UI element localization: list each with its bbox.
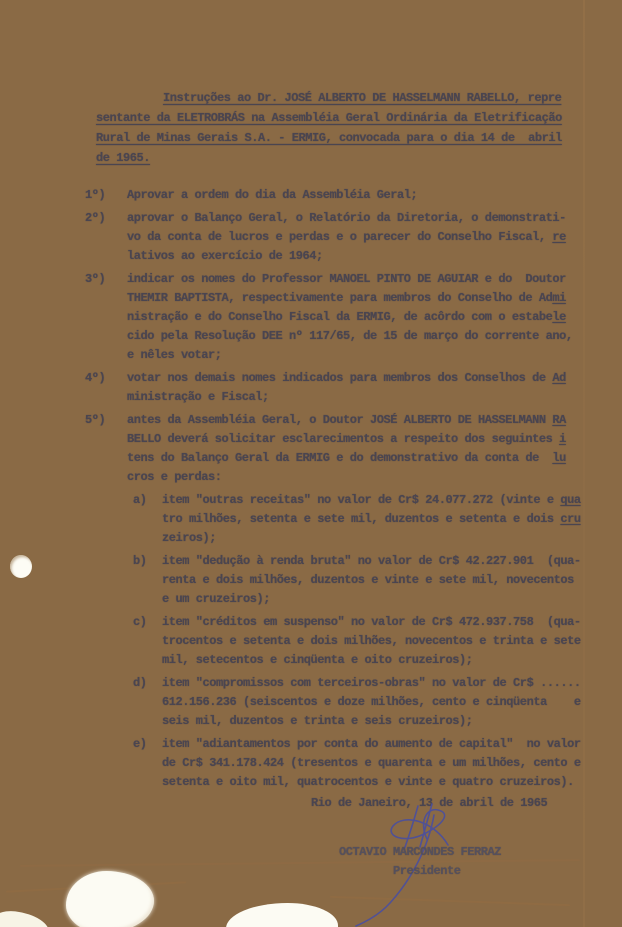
item-text [127,209,566,266]
underlined-fragment: mi [552,291,566,305]
text-fragment: THEMIR BAPTISTA, respectivamente para membros do Conselho de Ad [127,291,553,305]
text-line [162,632,581,651]
text-line [162,590,581,609]
text-line [127,289,573,308]
text-line [162,613,581,632]
subitem-text [162,735,581,792]
text-fragment: item "outras receitas" no valor de Cr$ 24.077.272 (vinte e [162,493,561,507]
text-line [162,674,581,693]
text-fragment: antes da Assembléia Geral, o Doutor JOSÉ ALBERTO DE HASSELMANN [127,413,553,427]
text-fragment: mil, setecentos e cinqüenta e oito cruzeiros); [162,653,473,667]
text-fragment: cido pela Resolução DEE nº 117/65, de 15 de março do corrente ano, [127,329,573,343]
text-fragment: e um cruzeiros); [162,592,271,606]
list-item [85,270,597,365]
text-fragment: BELLO deverá solicitar esclarecimentos a respeito dos seguintes [127,432,560,446]
text-fragment: Aprovar a ordem do dia da Assembléia Geral; [127,188,418,202]
text-line [127,228,566,247]
text-line [162,552,581,571]
subitem-text [162,674,581,731]
item-text [127,369,566,407]
text-line [162,712,581,731]
text-line [162,651,581,670]
underlined-fragment: RA [552,413,566,427]
item-number: 2º) [85,211,106,225]
item-text [127,270,573,365]
text-line [127,369,566,388]
subitem-letter: d) [133,676,147,690]
list-item [85,369,597,407]
text-fragment: trocentos e setenta e dois milhões, novecentos e trinta e sete [162,634,581,648]
text-line [162,510,581,529]
torn-patch [66,871,154,927]
text-line [162,754,581,773]
signature-ink [330,793,530,927]
text-fragment: item "dedução à renda bruta" no valor de Cr$ 42.227.901 (qua- [162,554,581,568]
text-line [162,491,581,510]
underlined-fragment: re [552,230,566,244]
text-fragment: setenta e oito mil, quatrocentos e vinte e quatro cruzeiros). [162,775,574,789]
signer-name: OCTAVIO MARCONDES FERRAZ [339,845,502,859]
heading-line: Instruções ao Dr. JOSÉ ALBERTO DE HASSELMANN RABELLO, repre [163,91,562,105]
text-line [127,346,573,365]
underlined-fragment: i [559,432,566,446]
underlined-fragment: qua [560,493,581,507]
text-line [127,209,566,228]
text-fragment: lativos ao exercício de 1964; [127,249,323,263]
text-fragment: tro milhões, setenta e sete mil, duzentos e setenta e dois [162,512,561,526]
item-number: 3º) [85,272,106,286]
heading-line: de 1965. [96,151,151,165]
text-line [127,430,566,449]
list-subitem [133,552,597,609]
list-subitem [133,491,597,548]
text-line [162,693,581,712]
subitem-text [162,613,581,670]
text-fragment: indicar os nomes do Professor MANOEL PINTO DE AGUIAR e do Doutor [127,272,566,286]
list-item [85,209,597,266]
text-fragment: item "créditos em suspenso" no valor de Cr$ 472.937.758 (qua- [162,615,581,629]
text-line [127,247,566,266]
list-subitem [133,674,597,731]
item-text [127,186,417,205]
text-line [162,529,581,548]
items-list [85,186,597,796]
list-subitem [133,613,597,670]
subitem-letter: e) [133,737,147,751]
underlined-fragment: cru [560,512,581,526]
torn-patch [226,903,338,927]
text-fragment: item "adiantamentos por conta do aumento de capital" no valor [162,737,581,751]
text-fragment: nistração e do Conselho Fiscal da ERMIG, de acôrdo com o estabe [127,310,553,324]
underlined-fragment: Ad [552,371,566,385]
text-line [127,468,566,487]
text-fragment: aprovar o Balanço Geral, o Relatório da Diretoria, o demonstrati- [127,211,566,225]
text-fragment: vo da conta de lucros e perdas e o parecer do Conselho Fiscal, [127,230,553,244]
list-item [85,411,597,487]
text-line [127,186,417,205]
subitem-text [162,552,581,609]
text-line [127,308,573,327]
punch-hole [10,555,32,578]
list-item [85,186,597,205]
subitem-letter: c) [133,615,147,629]
text-fragment: de Cr$ 341.178.424 (tresentos e quarenta e um milhões, cento e [162,756,581,770]
heading-line: Rural de Minas Gerais S.A. - ERMIG, convocada para o dia 14 de abril [96,131,562,145]
text-fragment: 612.156.236 (seiscentos e doze milhões, cento e cinqüenta e [162,695,581,709]
subitem-letter: b) [133,554,147,568]
heading [96,88,582,168]
subitem-text [162,491,581,548]
text-line [162,735,581,754]
heading-line: sentante da ELETROBRÁS na Assembléia Geral Ordinária da Eletrificação [96,111,562,125]
text-fragment: ministração e Fiscal; [127,390,269,404]
text-fragment: zeiros); [162,531,217,545]
underlined-fragment: le [552,310,566,324]
text-fragment: renta e dois milhões, duzentos e vinte e sete mil, novecentos [162,573,574,587]
text-fragment: votar nos demais nomes indicados para membros dos Conselhos de [127,371,553,385]
text-line [127,449,566,468]
item-number: 4º) [85,371,106,385]
text-fragment: seis mil, duzentos e trinta e seis cruzeiros); [162,714,473,728]
signer-title: Presidente [393,864,461,878]
date-line: Rio de Janeiro, 13 de abril de 1965 [311,796,548,810]
text-line [127,411,566,430]
subitem-letter: a) [133,493,147,507]
text-fragment: cros e perdas: [127,470,222,484]
list-subitem [133,735,597,792]
text-line [162,773,581,792]
item-number: 5º) [85,413,106,427]
text-fragment: tens do Balanço Geral da ERMIG e do demonstrativo da conta de [127,451,553,465]
text-line [127,270,573,289]
item-number: 1º) [85,188,106,202]
text-fragment: item "compromissos com terceiros-obras" no valor de Cr$ ...... [162,676,581,690]
text-fragment: e nêles votar; [127,348,222,362]
item-text [127,411,566,487]
text-line [127,388,566,407]
text-line [127,327,573,346]
text-line [162,571,581,590]
underlined-fragment: lu [552,451,566,465]
torn-patch [0,908,51,927]
